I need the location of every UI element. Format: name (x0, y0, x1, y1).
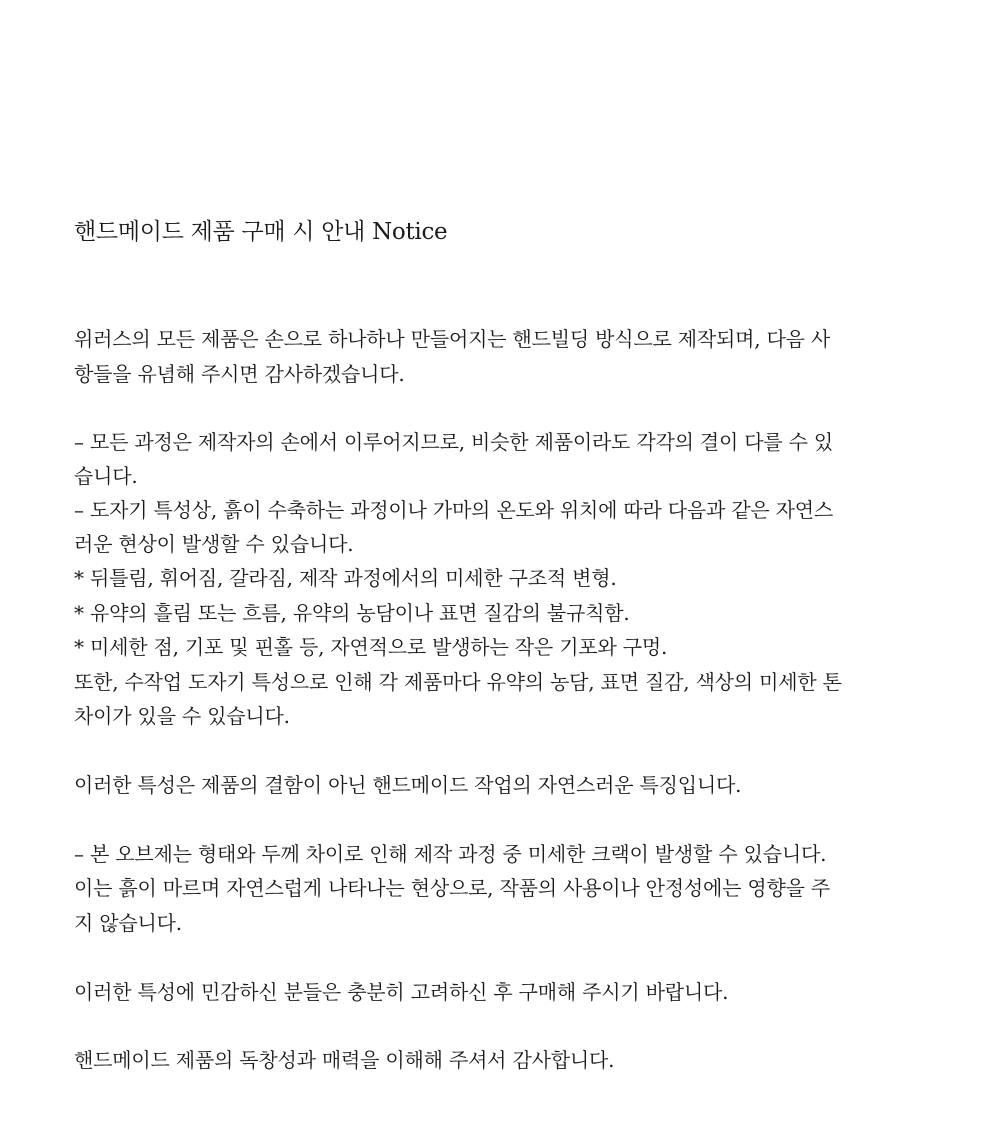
notice-line: 이는 흙이 마르며 자연스럽게 나타나는 현상으로, 작품의 사용이나 안정성에는 영향을 주 (74, 876, 831, 900)
notice-line: – 모든 과정은 제작자의 손에서 이루어지므로, 비슷한 제품이라도 각각의 결이 다를 수 있 (74, 430, 834, 454)
notice-line: 이러한 특성은 제품의 결함이 아닌 핸드메이드 작업의 자연스러운 특징입니다. (74, 773, 742, 797)
notice-line: 이러한 특성에 민감하신 분들은 충분히 고려하신 후 구매해 주시기 바랍니다. (74, 980, 729, 1004)
notice-line: * 미세한 점, 기포 및 핀홀 등, 자연적으로 발생하는 작은 기포와 구멍. (74, 635, 668, 659)
notice-line: 핸드메이드 제품의 독창성과 매력을 이해해 주셔서 감사합니다. (74, 1048, 615, 1072)
notice-line: 또한, 수작업 도자기 특성으로 인해 각 제품마다 유약의 농담, 표면 질감, 색상의 미세한 톤 (74, 670, 842, 694)
notice-line: – 도자기 특성상, 흙이 수축하는 과정이나 가마의 온도와 위치에 따라 다음과 같은 자연스 (74, 498, 834, 522)
notice-line: 러운 현상이 발생할 수 있습니다. (74, 532, 354, 556)
notice-line: 지 않습니다. (74, 911, 182, 935)
notice-line: * 뒤틀림, 휘어짐, 갈라짐, 제작 과정에서의 미세한 구조적 변형. (74, 566, 617, 590)
notice-title: 핸드메이드 제품 구매 시 안내 Notice (74, 219, 448, 245)
notice-line: 항들을 유념해 주시면 감사하겠습니다. (74, 362, 405, 386)
notice-line: * 유약의 흘림 또는 흐름, 유약의 농담이나 표면 질감의 불규칙함. (74, 601, 630, 625)
notice-line: 차이가 있을 수 있습니다. (74, 704, 290, 728)
notice-line: – 본 오브제는 형태와 두께 차이로 인해 제작 과정 중 미세한 크랙이 발생할 수 있습니다. (74, 842, 827, 866)
notice-line: 위러스의 모든 제품은 손으로 하나하나 만들어지는 핸드빌딩 방식으로 제작되며, 다음 사 (74, 327, 831, 351)
notice-line: 습니다. (74, 464, 138, 488)
